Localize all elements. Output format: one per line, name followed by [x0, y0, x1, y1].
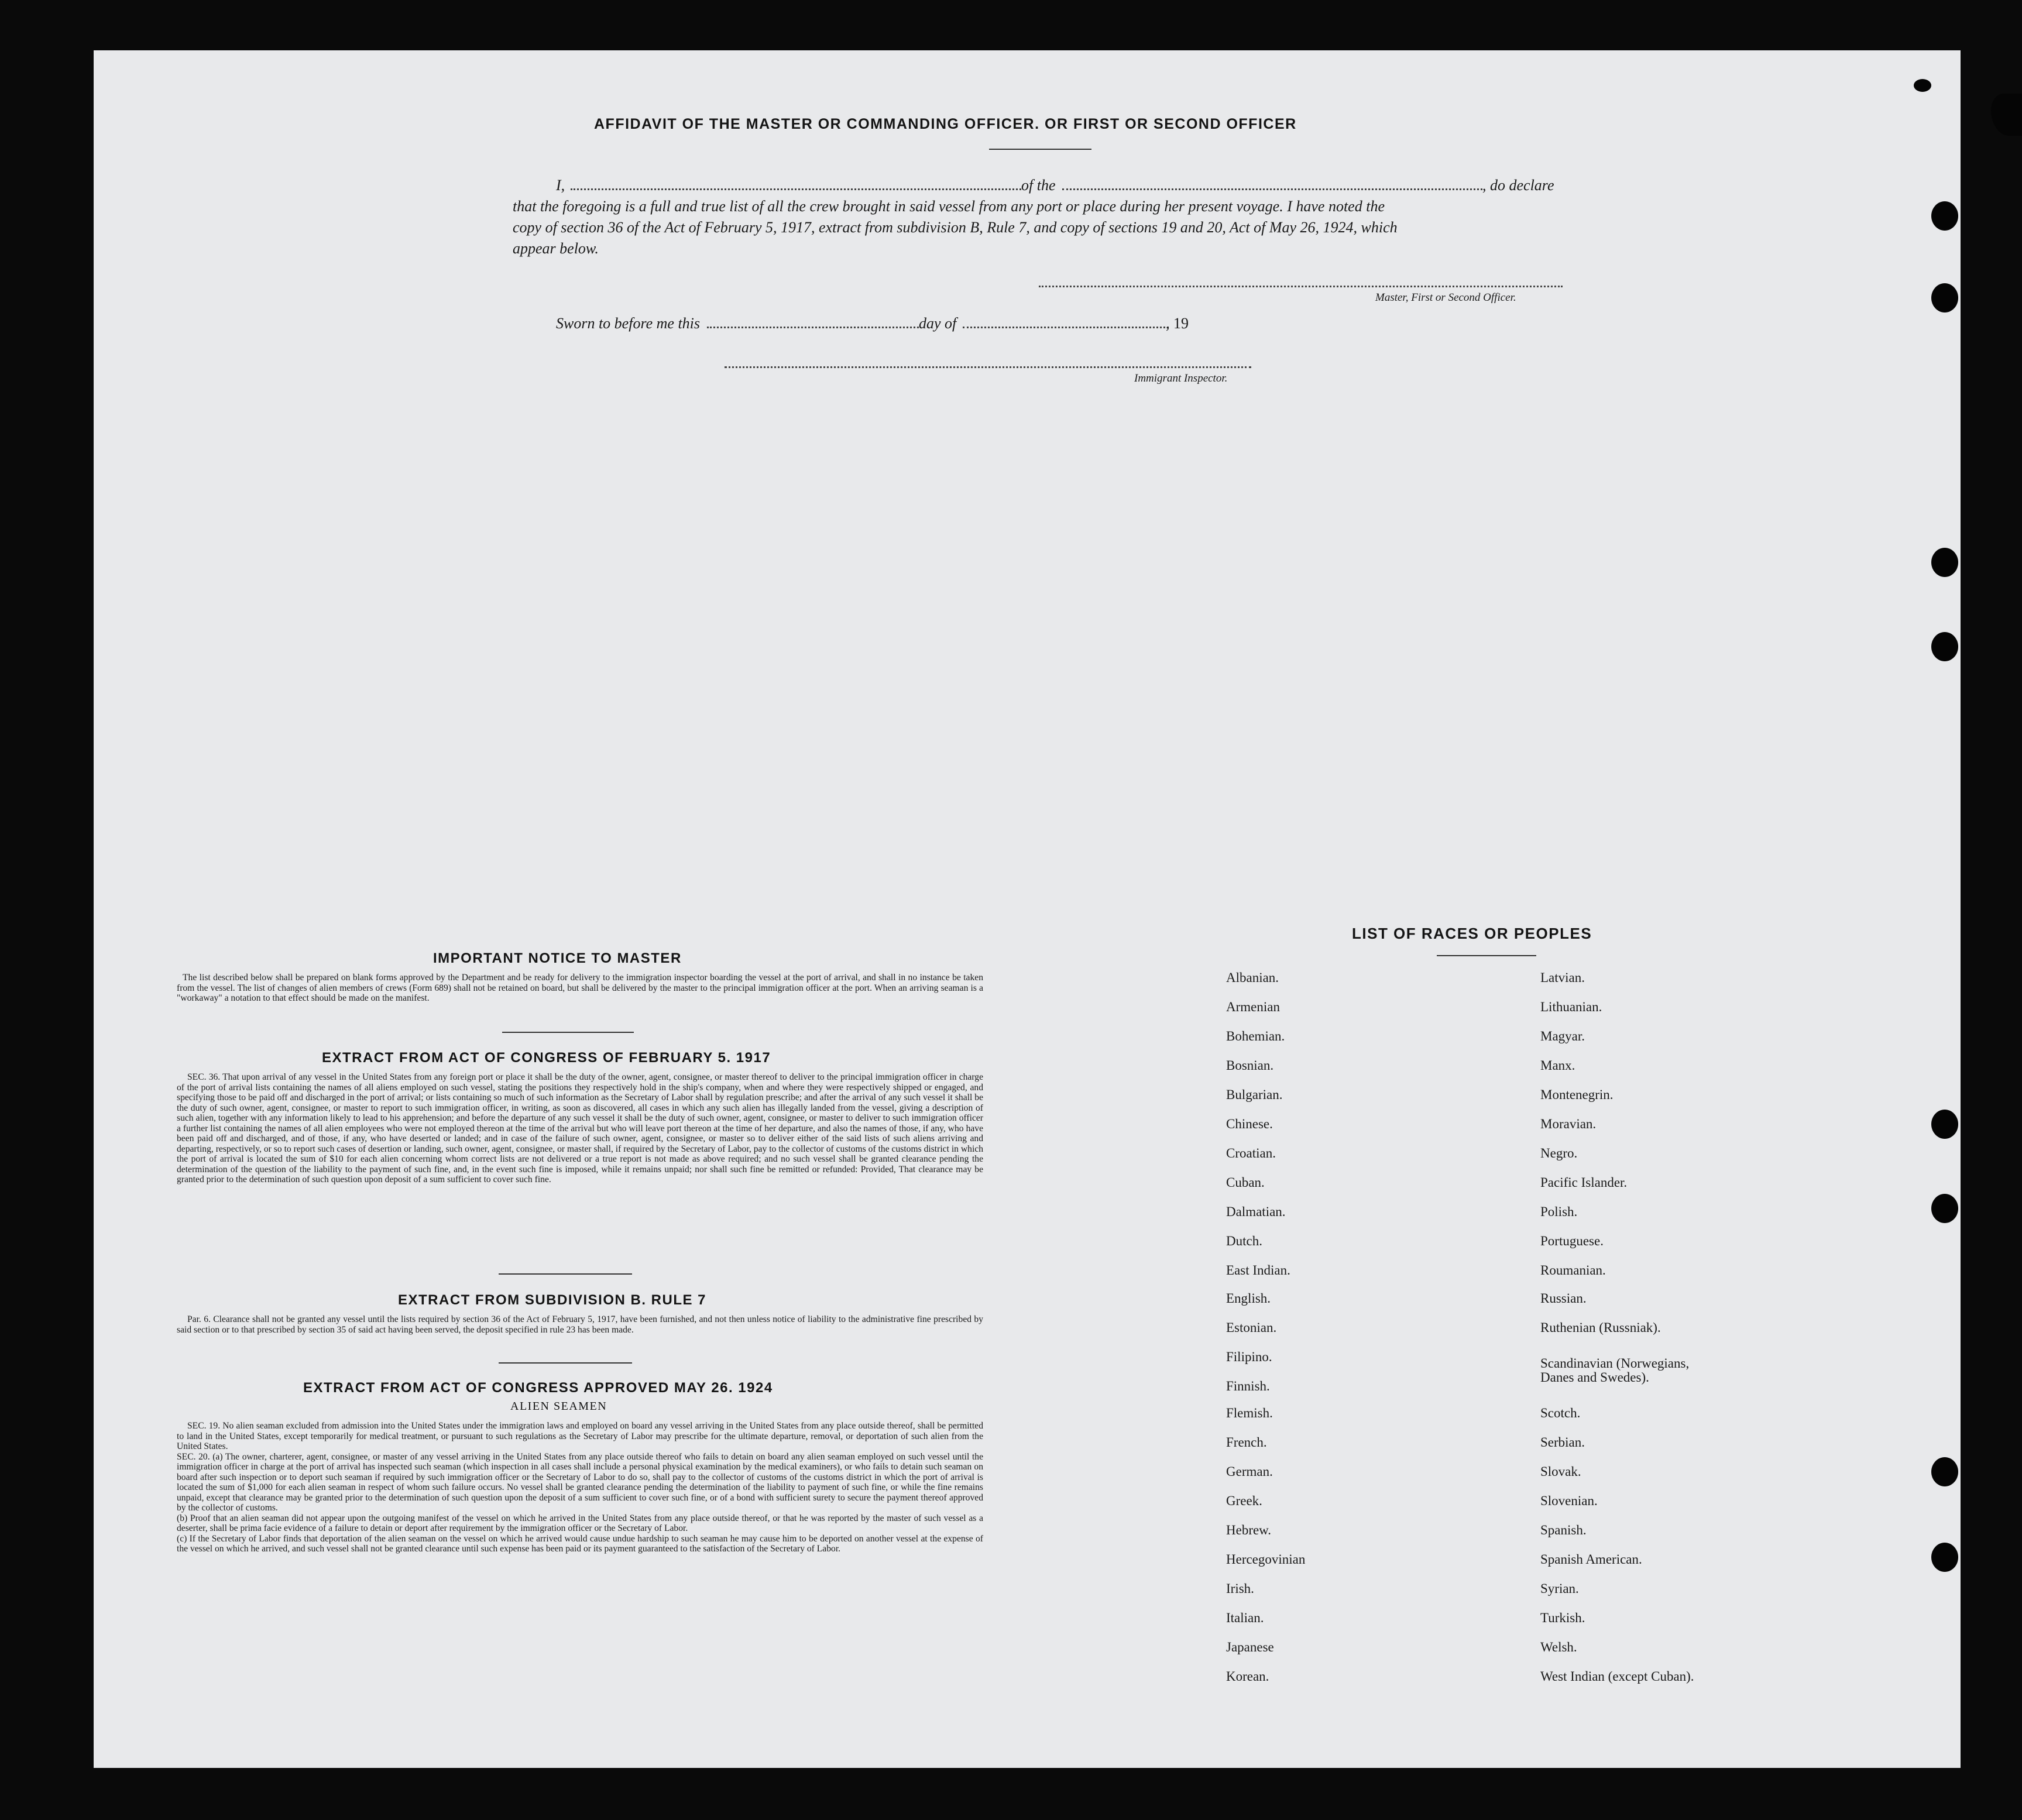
- race-entry: Korean.: [1226, 1669, 1269, 1684]
- vessel-field[interactable]: [1062, 188, 1482, 190]
- race-entry: Chinese.: [1226, 1117, 1273, 1131]
- race-entry: Albanian.: [1226, 970, 1279, 985]
- notice-body: The list described below shall be prepared on blank forms approved by the Department and be ready for delivery to the immigration inspector boarding the vessel at the port of arrival, and shall in no instance be taken from the vessel. The list of changes of alien members of crews (Form 689) shall not be retained on board, but shall be delivered by the master to the principal immigration officer at the port. When an arriving seaman is a "workaway" a notation to that effect should be made on the manifest.: [177, 973, 983, 1003]
- race-entry: Welsh.: [1540, 1640, 1577, 1654]
- race-entry: Spanish.: [1540, 1523, 1587, 1537]
- extract-1924-body: SEC. 19. No alien seaman excluded from admission into the United States under the immigration laws and employed on board any vessel arriving in the United States from any place outside thereof, shall be permitted to land in the United States, except temporarily for medical treatment, or pursuant to such regulations as the Secretary of Labor may prescribe for the ultimate departure, removal, or deportation of such alien from the United States. SEC. 20. (a) The owner, charterer, agent, consignee, or master of any vessel arriving in the United States from any place outside thereof who fails to detain on board any alien seaman employed on such vessel until the immigration officer in charge at the port of arrival has inspected such seaman (which inspection in all cases shall include a personal physical examination by the medical examiners), or who fails to detain such seaman on board after such inspection or to deport such seaman if required by such immigration officer or the Secretary of Labor to do so, shall pay to the collector of customs of the customs district in which the port of arrival is located the sum of $1,000 for each alien seaman in respect of whom such failure occurs. No vessel shall be granted clearance pending the determination of the liability to payment of such fine, or while the fine remains unpaid, except that clearance may be granted prior to the determination of such question upon the deposit of a sum sufficient to cover such fine, or of a bond with sufficient surety to secure the payment thereof approved by the collector of customs. (b) Proof that an alien seaman did not appear upon the outgoing manifest of the vessel on which he arrived in the United States from any place outside thereof, or that he was reported by the master of such vessel as a deserter, shall be prima facie evidence of a failure to detain or deport after requirement by the immigration officer or the Secretary of Labor. (c) If the Secretary of Labor finds that deportation of the alien seaman on the vessel on which he arrived would cause undue hardship to such seaman he may cause him to be deported on another vessel at the expense of the vessel on which he arrived, and such vessel shall not be granted clearance until such expense has been paid or its payment guaranteed to the satisfaction of the Secretary of Labor.: [177, 1421, 983, 1554]
- race-entry: Russian.: [1540, 1291, 1587, 1306]
- master-caption: Master, First or Second Officer.: [1375, 291, 1516, 304]
- race-entry: Montenegrin.: [1540, 1087, 1614, 1102]
- affidavit-declare-label: , do declare: [1482, 177, 1554, 194]
- race-entry: Magyar.: [1540, 1029, 1585, 1043]
- race-entry: Scandinavian (Norwegians, Danes and Swedes).: [1540, 1356, 1690, 1385]
- master-signature-field[interactable]: [1039, 286, 1563, 287]
- race-entry: Cuban.: [1226, 1175, 1265, 1190]
- race-entry: Dutch.: [1226, 1234, 1262, 1248]
- affidavit-i-label: I,: [556, 177, 565, 194]
- extract-1917-title: EXTRACT FROM ACT OF CONGRESS OF FEBRUARY 5. 1917: [322, 1050, 771, 1066]
- title-divider: [989, 149, 1091, 150]
- race-entry: West Indian (except Cuban).: [1540, 1669, 1694, 1684]
- race-entry: Syrian.: [1540, 1581, 1579, 1596]
- race-entry: Manx.: [1540, 1058, 1575, 1073]
- race-entry: Serbian.: [1540, 1435, 1585, 1450]
- race-entry: Ruthenian (Russniak).: [1540, 1320, 1661, 1335]
- extract-rule7-title: EXTRACT FROM SUBDIVISION B. RULE 7: [398, 1292, 707, 1308]
- sworn-day-of-label: day of: [919, 315, 957, 332]
- race-entry: Hebrew.: [1226, 1523, 1272, 1537]
- torn-corner: [1914, 79, 1931, 92]
- punch-hole: [1931, 201, 1958, 231]
- race-entry: Armenian: [1226, 1000, 1280, 1014]
- inspector-caption: Immigrant Inspector.: [1134, 372, 1228, 384]
- race-entry: Croatian.: [1226, 1146, 1276, 1160]
- race-entry: Japanese: [1226, 1640, 1274, 1654]
- section-divider: [502, 1032, 634, 1033]
- race-entry: Bulgarian.: [1226, 1087, 1283, 1102]
- race-entry: Roumanian.: [1540, 1263, 1606, 1278]
- race-entry: English.: [1226, 1291, 1271, 1306]
- race-entry: Scotch.: [1540, 1406, 1581, 1420]
- race-entry: Slovak.: [1540, 1464, 1581, 1479]
- sworn-label: Sworn to before me this: [556, 315, 701, 332]
- extract-1924-subtitle: ALIEN SEAMEN: [510, 1400, 607, 1413]
- race-entry: Portuguese.: [1540, 1234, 1604, 1248]
- race-entry: East Indian.: [1226, 1263, 1290, 1278]
- punch-hole: [1931, 548, 1958, 577]
- race-entry: German.: [1226, 1464, 1273, 1479]
- punch-hole: [1931, 632, 1958, 661]
- inspector-signature-field[interactable]: [725, 366, 1251, 368]
- punch-hole: [1931, 283, 1958, 313]
- punch-hole: [1931, 1457, 1958, 1486]
- race-entry: Filipino.: [1226, 1349, 1272, 1364]
- race-entry: Greek.: [1226, 1493, 1262, 1508]
- race-entry: Italian.: [1226, 1610, 1264, 1625]
- race-entry: Turkish.: [1540, 1610, 1585, 1625]
- race-entry: Slovenian.: [1540, 1493, 1598, 1508]
- notice-title: IMPORTANT NOTICE TO MASTER: [433, 950, 682, 966]
- race-entry: Dalmatian.: [1226, 1204, 1286, 1219]
- race-entry: Hercegovinian: [1226, 1552, 1306, 1567]
- affidavit-statement-line: copy of section 36 of the Act of February 5, 1917, extract from subdivision B, Rule 7, and copy of sections 19 and 20, Act of May 26, 1924, which: [513, 219, 1398, 236]
- affidavit-title: AFFIDAVIT OF THE MASTER OR COMMANDING OFFICER. OR FIRST OR SECOND OFFICER: [594, 116, 1297, 132]
- race-entry: Irish.: [1226, 1581, 1254, 1596]
- extract-rule7-body: Par. 6. Clearance shall not be granted any vessel until the lists required by section 36 of the Act of February 5, 1917, have been furnished, and not then unless notice of liability to the administrative fine prescribed by said section or to that prescribed by section 35 of said act having been served, the deposit specified in rule 23 has been made.: [177, 1314, 983, 1335]
- race-entry: Latvian.: [1540, 970, 1585, 985]
- extract-1917-body: SEC. 36. That upon arrival of any vessel in the United States from any foreign port or place it shall be the duty of the owner, agent, consignee, or master thereof to deliver to the principal immigration officer in charge of the port of arrival lists containing the names of all aliens employed on such vessel, stating the positions they respectively hold in the ship's company, when and where they were respectively shipped or engaged, and specifying those to be paid off and discharged in the port of arrival; or lists containing so much of such information as the Secretary of Labor shall by regulation prescribe; and after the arrival of any such vessel it shall be the duty of such owner, agent, consignee, or master to report to such immigration officer, in writing, as soon as discovered, all cases in which any such alien has illegally landed from the vessel, giving a description of such alien, together with any information likely to lead to his apprehension; and before the departure of any such vessel it shall be the duty of such owner, agent, consignee, or master to deliver to such immigration officer a further list containing the names of all alien employees who were not employed thereon at the time of the arrival but who will leave port thereon at the time of her departure, and also the names of those, if any, who have been paid off and discharged, and of those, if any, who have deserted or landed; and in case of the failure of such owner, agent, consignee, or master so to deliver either of the said lists of such aliens arriving and departing, respectively, or so to report such cases of desertion or landing, such owner, agent, consignee, or master shall, if required by the Secretary of Labor, pay to the collector of customs of the customs district in which the port of arrival is located the sum of $10 for each alien concerning whom correct lists are not delivered or a true report is not made as above required; and no such vessel shall be granted clearance pending the determination of the question of the liability to the payment of such fine, and, in the event such fine is imposed, while it remains unpaid; nor shall such fine be remitted or refunded: Provided, That clearance may be granted prior to the determination of such question upon deposit of a sum sufficient to cover such fine.: [177, 1072, 983, 1184]
- sworn-month-field[interactable]: [963, 327, 1169, 328]
- section-divider: [499, 1273, 632, 1275]
- races-divider: [1437, 955, 1536, 956]
- race-entry: Negro.: [1540, 1146, 1578, 1160]
- races-title: LIST OF RACES OR PEOPLES: [1352, 925, 1592, 942]
- affidavit-statement-line: that the foregoing is a full and true list of all the crew brought in said vessel from any port or place during her present voyage. I have noted the: [513, 198, 1385, 215]
- section-divider: [499, 1362, 632, 1364]
- punch-hole: [1931, 1110, 1958, 1139]
- race-entry: French.: [1226, 1435, 1267, 1450]
- name-field[interactable]: [571, 188, 1021, 190]
- extract-1924-title: EXTRACT FROM ACT OF CONGRESS APPROVED MAY 26. 1924: [303, 1380, 773, 1396]
- sworn-date-field[interactable]: [707, 327, 919, 328]
- race-entry: Polish.: [1540, 1204, 1578, 1219]
- race-entry: Bosnian.: [1226, 1058, 1274, 1073]
- sworn-year-label: , 19: [1166, 315, 1189, 332]
- race-entry: Pacific Islander.: [1540, 1175, 1628, 1190]
- punch-hole: [1931, 1543, 1958, 1572]
- race-entry: Bohemian.: [1226, 1029, 1285, 1043]
- race-entry: Flemish.: [1226, 1406, 1273, 1420]
- affidavit-of-the-label: of the: [1021, 177, 1056, 194]
- race-entry: Spanish American.: [1540, 1552, 1642, 1567]
- race-entry: Estonian.: [1226, 1320, 1277, 1335]
- torn-corner: [1991, 94, 2022, 136]
- race-entry: Finnish.: [1226, 1379, 1270, 1393]
- affidavit-statement-line: appear below.: [513, 240, 599, 257]
- race-entry: Moravian.: [1540, 1117, 1597, 1131]
- punch-hole: [1931, 1194, 1958, 1223]
- race-entry: Lithuanian.: [1540, 1000, 1602, 1014]
